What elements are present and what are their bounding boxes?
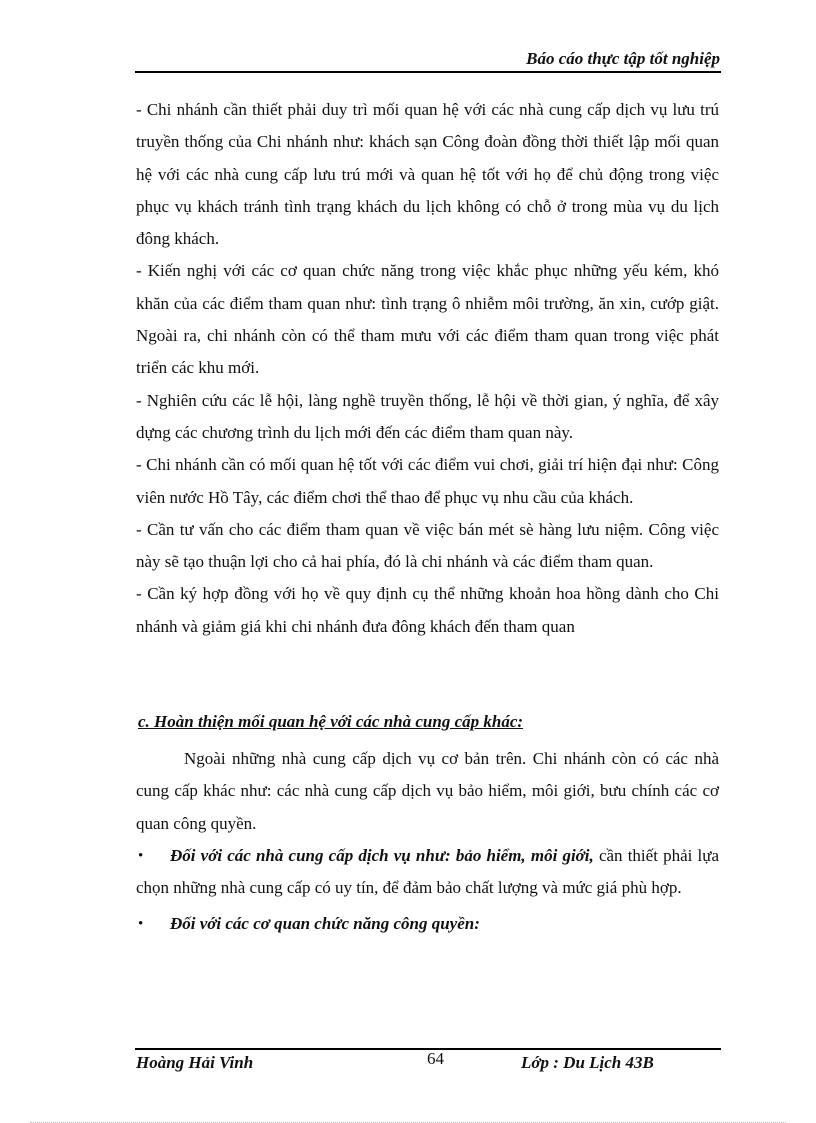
- bullet-lead: Đối với các cơ quan chức năng công quyền:: [170, 914, 480, 934]
- body-text: [136, 94, 719, 643]
- paragraph: - Cần tư vấn cho các điểm tham quan về việc bán mét sè hàng lưu niệm. Công việc này sẽ tạo thuận lợi cho cả hai phía, đó là chi nhánh và các điểm tham quan.: [136, 519, 719, 572]
- section-body: [136, 743, 719, 941]
- paragraph: - Cần ký hợp đồng với họ về quy định cụ thể những khoản hoa hồng dành cho Chi nhánh và giảm giá khi chi nhánh đưa đông khách đến tham quan: [136, 584, 719, 636]
- header-divider: [135, 71, 721, 73]
- section-heading: c. Hoàn thiện mối quan hệ với các nhà cung cấp khác:: [138, 712, 524, 731]
- bullet-icon: •: [138, 916, 144, 933]
- paragraph: - Chi nhánh cần thiết phải duy trì mối quan hệ với các nhà cung cấp dịch vụ lưu trú truyền thống của Chi nhánh như: khách sạn Công đoàn đồng thời thiết lập mối quan hệ với các nhà cung cấp lưu trú mới và quan hệ tốt với họ để chủ động trong việc phục vụ khách tránh tình trạng khách du lịch không có chỗ ở trong mùa vụ du lịch đông khách.: [136, 100, 719, 249]
- bullet-icon: •: [138, 847, 144, 864]
- bullet-item: [136, 840, 719, 905]
- bullet-item: [136, 908, 719, 940]
- intro-paragraph: Ngoài những nhà cung cấp dịch vụ cơ bản trên. Chi nhánh còn có các nhà cung cấp khác như: các nhà cung cấp dịch vụ bảo hiểm, môi giới, bưu chính các cơ quan công quyền.: [136, 749, 719, 833]
- bullet-lead: Đối với các nhà cung cấp dịch vụ như: bảo hiểm, môi giới,: [170, 845, 594, 865]
- footer-author: Hoàng Hải Vinh: [136, 1053, 254, 1072]
- page-number: 64: [427, 1049, 444, 1068]
- paragraph: - Nghiên cứu các lễ hội, làng nghề truyền thống, lễ hội về thời gian, ý nghĩa, để xây dựng các chương trình du lịch mới đến các điểm tham quan này.: [136, 390, 719, 442]
- footer-class: Lớp : Du Lịch 43B: [521, 1053, 654, 1072]
- bullet-text: cần thiết phải lựa chọn những nhà cung cấp có uy tín, để đảm bảo chất lượng và mức giá phù hợp.: [136, 845, 719, 898]
- paragraph: - Chi nhánh cần có mối quan hệ tốt với các điểm vui chơi, giải trí hiện đại như: Công viên nước Hồ Tây, các điểm chơi thể thao để phục vụ nhu cầu của khách.: [136, 455, 719, 507]
- paragraph: - Kiến nghị với các cơ quan chức năng trong việc khắc phục những yếu kém, khó khăn của các điểm tham quan như: tình trạng ô nhiễm môi trường, ăn xin, cướp giật. Ngoài ra, chi nhánh còn có thể tham mưu với các điểm tham quan trong việc phát triển các khu mới.: [136, 261, 719, 378]
- header-title: Báo cáo thực tập tốt nghiệp: [526, 49, 720, 68]
